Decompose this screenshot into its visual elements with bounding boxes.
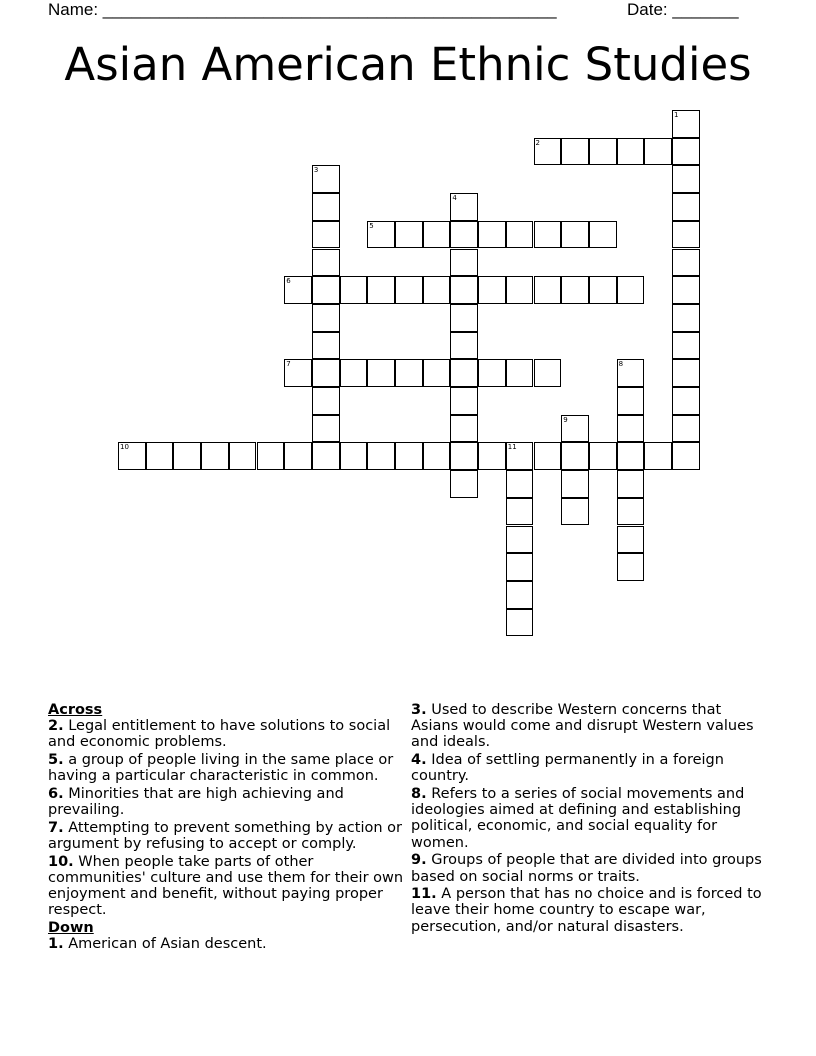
crossword-cell[interactable] [340, 442, 368, 470]
crossword-cell[interactable] [284, 359, 312, 387]
crossword-cell[interactable] [312, 165, 340, 193]
crossword-cell[interactable] [589, 442, 617, 470]
crossword-cell[interactable] [561, 138, 589, 166]
crossword-cell[interactable] [672, 249, 700, 277]
crossword-cell[interactable] [561, 276, 589, 304]
clue-number: 6. [48, 786, 64, 803]
down-clue-list-continued [411, 702, 771, 935]
crossword-cell[interactable] [450, 387, 478, 415]
date-field-label: Date: _______ [627, 0, 739, 19]
crossword-cell[interactable] [312, 359, 340, 387]
crossword-cell[interactable] [478, 359, 506, 387]
clue-number: 4. [411, 752, 427, 769]
crossword-cell[interactable] [589, 138, 617, 166]
crossword-cell[interactable] [617, 138, 645, 166]
clue-number-label: 5 [369, 221, 374, 230]
clue-number-label: 8 [618, 360, 624, 369]
across-clue-list [48, 718, 408, 918]
crossword-cell[interactable] [423, 276, 451, 304]
crossword-cell[interactable] [367, 359, 395, 387]
crossword-cell[interactable] [367, 221, 395, 249]
crossword-cell[interactable] [617, 498, 645, 526]
clue-item [411, 852, 771, 884]
crossword-cell[interactable] [367, 276, 395, 304]
clue-item [48, 820, 408, 852]
clue-number: 10. [48, 853, 74, 870]
crossword-cell[interactable] [506, 359, 534, 387]
clue-item [411, 886, 771, 935]
crossword-cell[interactable] [450, 249, 478, 277]
clue-number-label: 1 [674, 111, 679, 119]
crossword-cell[interactable] [672, 193, 700, 221]
crossword-cell[interactable] [617, 415, 645, 443]
across-heading: Across [48, 702, 103, 718]
crossword-cell[interactable] [617, 387, 645, 415]
crossword-cell[interactable] [617, 359, 645, 387]
crossword-cell[interactable] [672, 110, 700, 138]
crossword-cell[interactable] [312, 221, 340, 249]
crossword-cell[interactable] [617, 470, 645, 498]
clue-item [48, 786, 408, 818]
name-field-label: Name: ________________________________________________ [48, 0, 557, 19]
down-heading: Down [48, 920, 94, 937]
crossword-cell[interactable] [423, 221, 451, 249]
crossword-cell[interactable] [450, 470, 478, 498]
clue-text: a group of people living in the same place or having a particular characteristic in common. [48, 752, 394, 785]
crossword-cell[interactable] [312, 249, 340, 277]
crossword-cell[interactable] [312, 442, 340, 470]
clue-text: Minorities that are high achieving and prevailing. [48, 786, 344, 819]
crossword-cell[interactable] [450, 221, 478, 249]
clue-number: 5. [48, 752, 64, 769]
clue-number-label: 10 [120, 443, 129, 452]
crossword-cell[interactable] [506, 553, 534, 581]
clue-text: American of Asian descent. [63, 936, 267, 953]
crossword-cell[interactable] [672, 138, 700, 166]
crossword-cell[interactable] [450, 415, 478, 443]
crossword-cell[interactable] [672, 221, 700, 249]
clue-number-label: 2 [535, 138, 540, 147]
crossword-cell[interactable] [589, 276, 617, 304]
crossword-cell[interactable] [617, 526, 645, 554]
clue-text: Refers to a series of social movements and ideologies aimed at defining and establishing political, economic, and social equality for women. [411, 786, 745, 851]
crossword-cell[interactable] [506, 442, 534, 470]
crossword-cell[interactable] [312, 387, 340, 415]
crossword-cell[interactable] [395, 442, 423, 470]
crossword-cell[interactable] [644, 442, 672, 470]
crossword-cell[interactable] [146, 442, 174, 470]
crossword-cell[interactable] [312, 193, 340, 221]
crossword-cell[interactable] [534, 442, 562, 470]
clues-left-column [48, 702, 408, 954]
crossword-cell[interactable] [312, 415, 340, 443]
crossword-cell[interactable] [312, 304, 340, 332]
crossword-cell[interactable] [450, 193, 478, 221]
crossword-cell[interactable] [506, 221, 534, 249]
clue-text: A person that has no choice and is forced to leave their home country to escape war, persecution, and/or natural disasters. [411, 886, 762, 935]
crossword-cell[interactable] [672, 332, 700, 360]
crossword-cell[interactable] [340, 276, 368, 304]
clue-text: Idea of settling permanently in a foreign country. [411, 752, 724, 785]
crossword-cell[interactable] [561, 221, 589, 249]
crossword-cell[interactable] [312, 276, 340, 304]
clue-text: Legal entitlement to have solutions to social and economic problems. [48, 718, 391, 751]
crossword-cell[interactable] [672, 165, 700, 193]
crossword-cell[interactable] [534, 221, 562, 249]
clue-number: 8. [411, 786, 427, 803]
crossword-cell[interactable] [450, 359, 478, 387]
crossword-cell[interactable] [478, 442, 506, 470]
crossword-cell[interactable] [534, 359, 562, 387]
clue-number-label: 4 [452, 194, 457, 203]
crossword-cell[interactable] [478, 221, 506, 249]
clue-text: When people take parts of other communities' culture and use them for their own enjoyment and benefit, without paying proper respect. [48, 853, 404, 919]
crossword-cell[interactable] [534, 276, 562, 304]
crossword-cell[interactable] [395, 276, 423, 304]
crossword-cell[interactable] [257, 442, 285, 470]
crossword-cell[interactable] [395, 359, 423, 387]
clue-number: 3. [411, 702, 427, 718]
crossword-cell[interactable] [672, 442, 700, 470]
crossword-cell[interactable] [561, 415, 589, 443]
clue-text: Used to describe Western concerns that Asians would come and disrupt Western values and ideals. [411, 702, 754, 751]
crossword-cell[interactable] [229, 442, 257, 470]
clue-item [411, 786, 771, 851]
crossword-cell[interactable] [561, 470, 589, 498]
crossword-cell[interactable] [672, 304, 700, 332]
clues-right-column [411, 702, 771, 936]
crossword-cell[interactable] [284, 442, 312, 470]
crossword-cell[interactable] [506, 526, 534, 554]
crossword-cell[interactable] [423, 442, 451, 470]
crossword-cell[interactable] [617, 442, 645, 470]
clue-text: Groups of people that are divided into groups based on social norms or traits. [411, 852, 762, 885]
crossword-cell[interactable] [617, 553, 645, 581]
crossword-cell[interactable] [672, 359, 700, 387]
crossword-cell[interactable] [534, 138, 562, 166]
down-clue-list [48, 936, 408, 952]
crossword-cell[interactable] [506, 470, 534, 498]
clue-number: 11. [411, 886, 437, 903]
clue-number-label: 6 [286, 277, 291, 286]
crossword-cell[interactable] [617, 276, 645, 304]
crossword-cell[interactable] [506, 609, 534, 637]
crossword-cell[interactable] [506, 581, 534, 609]
crossword-cell[interactable] [561, 498, 589, 526]
crossword-cell[interactable] [118, 442, 146, 470]
clue-number-label: 7 [286, 360, 291, 369]
page-title: Asian American Ethnic Studies [64, 38, 752, 91]
crossword-cell[interactable] [395, 221, 423, 249]
clue-item [48, 854, 408, 919]
crossword-cell[interactable] [672, 276, 700, 304]
crossword-cell[interactable] [367, 442, 395, 470]
crossword-cell[interactable] [450, 304, 478, 332]
clue-number-label: 3 [313, 166, 319, 175]
crossword-cell[interactable] [672, 415, 700, 443]
clue-item [48, 718, 408, 750]
crossword-cell[interactable] [506, 498, 534, 526]
clue-item [48, 752, 408, 784]
clue-number: 1. [48, 936, 64, 953]
clue-text: Attempting to prevent something by action or argument by refusing to accept or comply. [48, 819, 402, 853]
crossword-cell[interactable] [423, 359, 451, 387]
crossword-cell[interactable] [644, 138, 672, 166]
clue-number-label: 9 [563, 415, 568, 424]
clue-item [411, 702, 771, 751]
clue-item [48, 936, 408, 952]
crossword-cell[interactable] [312, 332, 340, 360]
crossword-cell[interactable] [450, 332, 478, 360]
crossword-cell[interactable] [589, 221, 617, 249]
crossword-cell[interactable] [201, 442, 229, 470]
crossword-cell[interactable] [340, 359, 368, 387]
clue-number: 7. [48, 819, 64, 836]
crossword-cell[interactable] [450, 276, 478, 304]
crossword-cell[interactable] [672, 387, 700, 415]
crossword-cell[interactable] [478, 276, 506, 304]
clue-item [411, 752, 771, 784]
crossword-cell[interactable] [561, 442, 589, 470]
clue-number: 2. [48, 718, 64, 735]
crossword-cell[interactable] [173, 442, 201, 470]
crossword-cell[interactable] [506, 276, 534, 304]
clue-number-label: 11 [507, 443, 517, 452]
clue-number: 9. [411, 852, 427, 869]
crossword-cell[interactable] [284, 276, 312, 304]
crossword-cell[interactable] [450, 442, 478, 470]
